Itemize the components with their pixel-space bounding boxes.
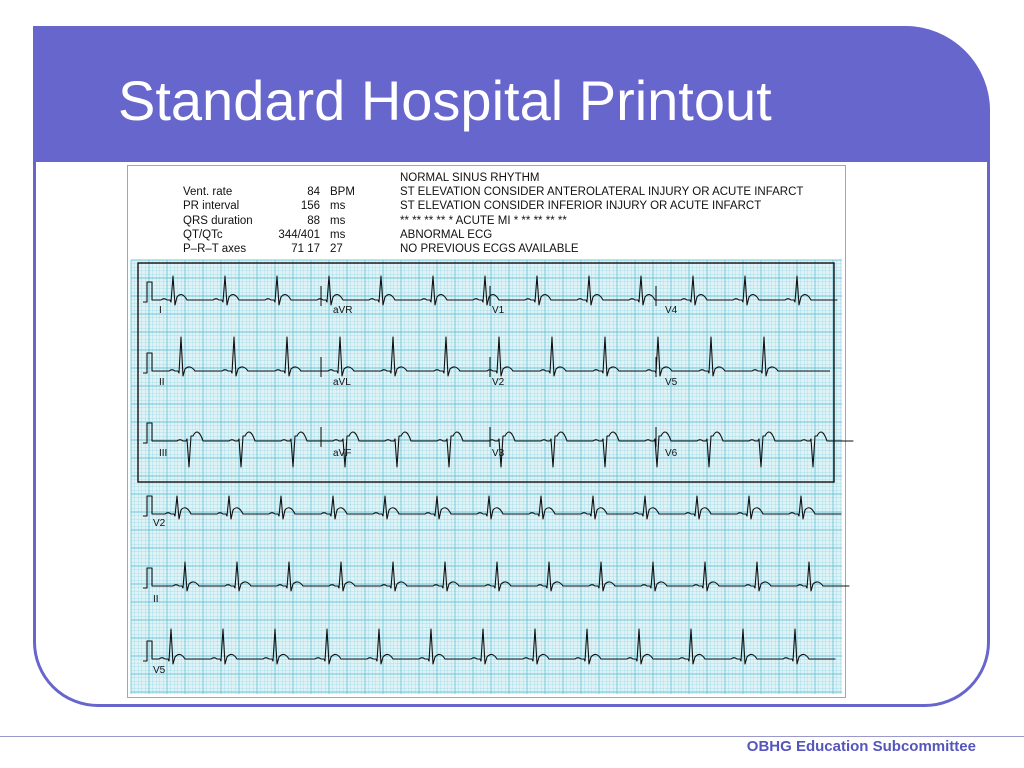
measurement-label: Vent. rate (183, 186, 233, 198)
measurement-label: QRS duration (183, 215, 253, 227)
lead-label-i: I (159, 305, 162, 316)
interpretation-line: ST ELEVATION CONSIDER INFERIOR INJURY OR ACUTE INFARCT (400, 200, 762, 212)
interpretation-line: ** ** ** ** * ACUTE MI * ** ** ** ** (400, 215, 567, 227)
measurement-label: P–R–T axes (183, 243, 247, 255)
lead-label-v3: V3 (492, 448, 505, 459)
lead-label-avr: aVR (333, 305, 353, 316)
lead-label-v5: V5 (665, 377, 678, 388)
measurement-value: 88 (307, 215, 320, 227)
interpretation-line: NO PREVIOUS ECGS AVAILABLE (400, 243, 579, 255)
measurement-unit: BPM (330, 186, 355, 198)
lead-label-v2: V2 (492, 377, 505, 388)
measurement-label: QT/QTc (183, 229, 223, 241)
interpretation-line: ST ELEVATION CONSIDER ANTEROLATERAL INJURY OR ACUTE INFARCT (400, 186, 804, 198)
lead-label-iii: III (159, 448, 168, 459)
slide-title: Standard Hospital Printout (118, 69, 772, 132)
rhythm-lead-label-v2: V2 (153, 518, 166, 529)
rhythm-lead-label-ii: II (153, 594, 159, 605)
measurement-unit: ms (330, 229, 346, 241)
lead-label-v1: V1 (492, 305, 505, 316)
lead-label-avf: aVF (333, 448, 352, 459)
lead-label-ii: II (159, 377, 165, 388)
measurement-value: 71 17 (291, 243, 320, 255)
lead-label-avl: aVL (333, 377, 351, 388)
ecg-paper (131, 260, 842, 694)
interpretation-line: NORMAL SINUS RHYTHM (400, 172, 540, 184)
measurement-value: 156 (300, 200, 320, 212)
measurement-label: PR interval (183, 200, 240, 212)
measurement-unit: 27 (330, 243, 343, 255)
lead-label-v4: V4 (665, 305, 678, 316)
measurement-value: 344/401 (278, 229, 320, 241)
measurement-value: 84 (307, 186, 320, 198)
measurement-unit: ms (330, 200, 346, 212)
measurement-unit: ms (330, 215, 346, 227)
rhythm-lead-label-v5: V5 (153, 665, 166, 676)
footer-text: OBHG Education Subcommittee (746, 738, 976, 755)
lead-label-v6: V6 (665, 448, 678, 459)
interpretation-line: ABNORMAL ECG (400, 229, 493, 241)
